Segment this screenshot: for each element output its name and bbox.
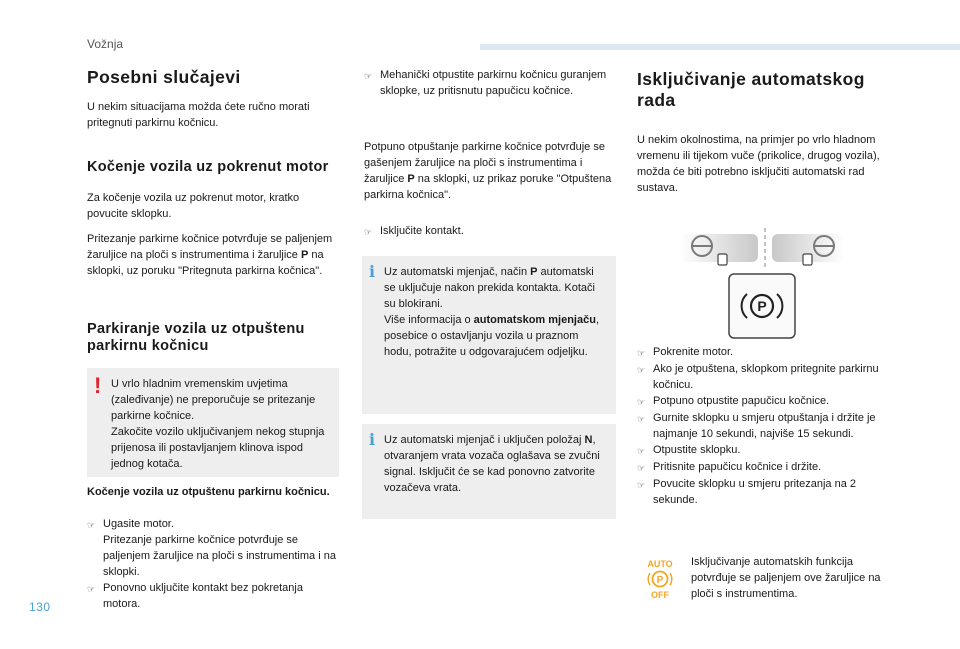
list-item: ☞ Povucite sklopku u smjeru pritezanja na 2 sekunde. <box>637 478 856 506</box>
pointer-bullet-icon: ☞ <box>364 227 373 237</box>
steps-list-col3 <box>637 344 899 508</box>
paragraph-full-release: Potpuno otpuštanje parkirne kočnice potvrđuje se gašenjem žaruljice na ploči s instrumentima i žaruljice P na sklopki, uz prikaz poruke "Otpuštena parkirna kočnica". <box>364 141 612 201</box>
subtitle-parking-released: Parkiranje vozila uz otpuštenu parkirnu kočnicu <box>87 321 305 354</box>
info-box-automatic-p <box>362 256 616 414</box>
section-label: Vožnja <box>87 37 124 51</box>
pointer-bullet-icon: ☞ <box>637 365 646 375</box>
info-text-automatic-p: Uz automatski mjenjač, način P automatski se uključuje nakon prekida kontakta. Kotači su blokirani. Više informacija o automatskom mjenjaču, posebice o ostavljanju vozila u praznom hodu, potražite u odgovarajućem odjeljku. <box>384 266 599 358</box>
intro-disable-auto: U nekim okolnostima, na primjer po vrlo hladnom vremenu ili tijekom vuče (prikolice, drugog vozila), možda će biti potrebno isključiti automatski rad sustava. <box>637 134 880 194</box>
title-disable-auto: Isključivanje automatskog rada <box>637 69 865 110</box>
pointer-bullet-icon: ☞ <box>637 446 646 456</box>
title-special-cases: Posebni slučajevi <box>87 67 241 87</box>
switch-illustration <box>670 222 850 342</box>
list-item: ☞ Gurnite sklopku u smjeru otpuštanja i držite je najmanje 10 sekundi, najviše 15 sekundi. <box>637 412 876 440</box>
lock-icon <box>803 254 812 265</box>
pointer-bullet-icon: ☞ <box>637 463 646 473</box>
bold-heading-released: Kočenje vozila uz otpuštenu parkirnu kočnicu. <box>87 486 330 498</box>
header-bar <box>480 44 960 50</box>
list-item: ☞ Mehanički otpustite parkirnu kočnicu guranjem sklopke, uz pritisnutu papučicu kočnice. <box>364 69 607 97</box>
warning-text: U vrlo hladnim vremenskim uvjetima (zaleđivanje) ne preporučuje se pritezanje parkirne kočnice. Zakočite vozilo uključivanjem nekog stupnja prijenosa ili postavljanjem klinova ispod jednog kotača. <box>111 378 325 470</box>
pointer-bullet-icon: ☞ <box>637 348 646 358</box>
pointer-bullet-icon: ☞ <box>637 414 646 424</box>
parking-switch-diagram <box>670 222 850 342</box>
list-item: ☞ Ako je otpuštena, sklopkom pritegnite parkirnu kočnicu. <box>637 363 879 391</box>
pointer-bullet-icon: ☞ <box>87 584 96 594</box>
list-item: ☞ Pritisnite papučicu kočnice i držite. <box>637 459 899 476</box>
pointer-bullet-icon: ☞ <box>364 71 373 81</box>
steps-list-col1 <box>87 516 339 612</box>
info-i-icon: i <box>369 430 376 449</box>
info-text-neutral: Uz automatski mjenjač i uključen položaj N, otvaranjem vrata vozača oglašava se zvučni signal. Isključit će se kad ponovno zatvorite vozačeva vrata. <box>384 434 600 494</box>
auto-off-icon <box>640 558 680 600</box>
info-i-icon: i <box>369 262 376 281</box>
step-mechanical-release <box>364 67 614 99</box>
pointer-bullet-icon: ☞ <box>637 480 646 490</box>
warning-box <box>87 368 339 477</box>
svg-text:P: P <box>757 298 767 314</box>
pointer-bullet-icon: ☞ <box>87 520 96 530</box>
lock-icon <box>718 254 727 265</box>
pointer-bullet-icon: ☞ <box>637 397 646 407</box>
list-item: ☞ Ugasite motor. Pritezanje parkirne kočnice potvrđuje se paljenjem žaruljice na ploči s instrumentima i na sklopki. <box>87 518 336 578</box>
svg-text:AUTO: AUTO <box>647 559 673 569</box>
svg-text:OFF: OFF <box>651 590 669 600</box>
paragraph-brief-pull: Za kočenje vozila uz pokrenut motor, kratko povucite sklopku. <box>87 192 300 220</box>
list-item: ☞ Isključite kontakt. <box>364 223 614 240</box>
paragraph-apply-confirm: Pritezanje parkirne kočnice potvrđuje se paljenjem žaruljice na ploči s instrumentima i žaruljice P na sklopki, uz poruku "Pritegnuta parkirna kočnica". <box>87 233 333 277</box>
list-item: ☞ Potpuno otpustite papučicu kočnice. <box>637 393 899 410</box>
step-switch-off <box>364 223 614 240</box>
page-number: 130 <box>29 600 51 614</box>
auto-off-description: Isključivanje automatskih funkcija potvrđuje se paljenjem ove žaruljice na ploči s instrumentima. <box>691 556 881 600</box>
intro-special-cases: U nekim situacijama možda ćete ručno morati pritegnuti parkirnu kočnicu. <box>87 101 310 129</box>
info-box-neutral <box>362 424 616 519</box>
list-item: ☞ Ponovno uključite kontakt bez pokretanja motora. <box>87 582 303 610</box>
svg-text:P: P <box>656 575 664 586</box>
list-item: ☞ Otpustite sklopku. <box>637 442 899 459</box>
exclamation-icon: ! <box>94 373 102 398</box>
subtitle-braking-engine-running: Kočenje vozila uz pokrenut motor <box>87 159 329 175</box>
list-item: ☞ Pokrenite motor. <box>637 344 899 361</box>
